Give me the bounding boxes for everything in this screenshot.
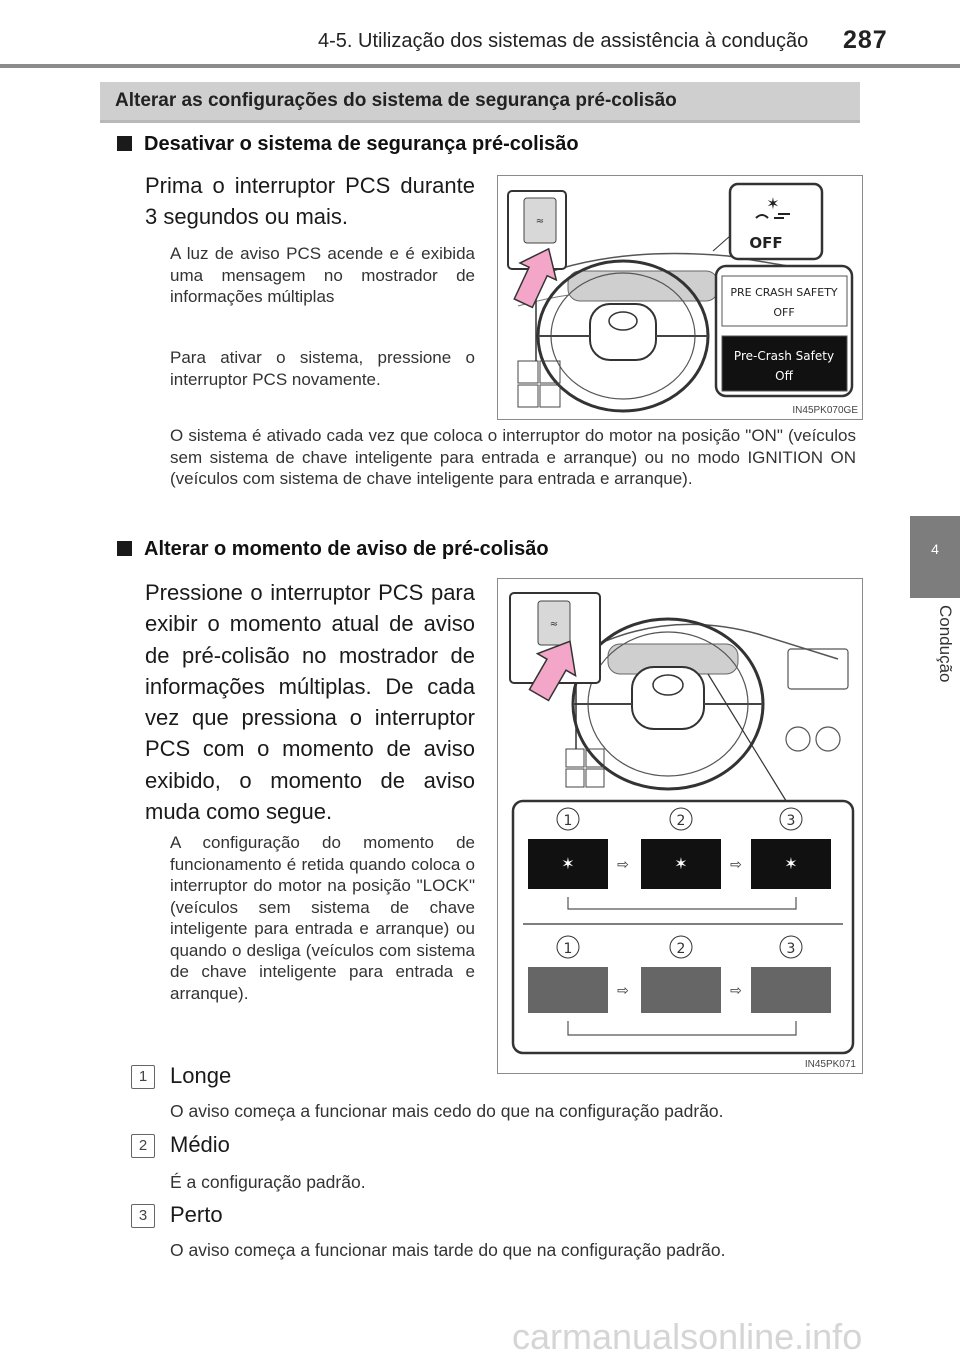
svg-text:3: 3 xyxy=(786,813,796,829)
option-desc-1: O aviso começa a funcionar mais cedo do que na configuração padrão. xyxy=(170,1101,724,1121)
option-desc-3: O aviso começa a funcionar mais tarde do que na configuração padrão. xyxy=(170,1240,726,1260)
subheading-disable: Desativar o sistema de segurança pré-colisão xyxy=(117,133,579,156)
svg-text:✶: ✶ xyxy=(784,854,798,873)
timing-note: A configuração do momento de funcionamento é retida quando coloca o interruptor do motor na posição "LOCK" (veículos sem sistema de chave inteligente para entrada e arranque) ou quando o desliga (veículos com sistema de chave inteligente para entrada e arranque). xyxy=(170,833,475,1003)
svg-text:1: 1 xyxy=(563,941,573,957)
svg-text:2: 2 xyxy=(676,813,686,829)
page-number: 287 xyxy=(843,26,888,54)
chapter-label: Condução xyxy=(936,605,955,683)
off-icon-label: OFF xyxy=(749,234,783,252)
timing-instruction: Pressione o interruptor PCS para exibir o momento atual de aviso de pré-colisão no mostrador de informações múltiplas. De cada vez que pressiona o interruptor PCS com o momento de aviso exibido, o momento de aviso muda como segue. xyxy=(145,580,475,825)
option-label-2: Médio xyxy=(170,1132,230,1157)
figure-code-2: IN45PK071 xyxy=(804,1059,856,1070)
svg-text:≈: ≈ xyxy=(549,619,559,630)
display-text-1b: OFF xyxy=(773,306,795,319)
subheading-timing: Alterar o momento de aviso de pré-colisão xyxy=(117,538,549,561)
svg-text:2: 2 xyxy=(676,941,686,957)
figure-code-1: IN45PK070GE xyxy=(792,405,858,416)
square-bullet-icon xyxy=(117,136,132,151)
option-number-2: 2 xyxy=(131,1134,155,1158)
square-bullet-icon xyxy=(117,541,132,556)
section-title: Alterar as configurações do sistema de segurança pré-colisão xyxy=(115,90,677,111)
disable-note-1: A luz de aviso PCS acende e é exibida uma mensagem no mostrador de informações múltiplas xyxy=(170,244,475,306)
header-rule xyxy=(0,64,960,68)
svg-text:3: 3 xyxy=(786,941,796,957)
option-number-1: 1 xyxy=(131,1065,155,1089)
dashboard-illustration-1 xyxy=(498,176,862,419)
figure-warning-timing xyxy=(497,578,863,1074)
chapter-tab xyxy=(910,516,960,598)
disable-note-2: Para ativar o sistema, pressione o interruptor PCS novamente. xyxy=(170,348,475,389)
svg-text:⇨: ⇨ xyxy=(730,857,742,873)
display-text-2b: Off xyxy=(775,369,793,383)
option-number-3: 3 xyxy=(131,1204,155,1228)
option-label-1: Longe xyxy=(170,1063,232,1088)
running-header-title: 4-5. Utilização dos sistemas de assistência à condução xyxy=(318,30,809,52)
svg-text:✶: ✶ xyxy=(561,854,575,873)
figure-pcs-off xyxy=(497,175,863,420)
display-text-2a: Pre-Crash Safety xyxy=(733,349,835,363)
disable-instruction: Prima o interruptor PCS durante 3 segundos ou mais. xyxy=(145,173,475,229)
svg-text:✶: ✶ xyxy=(674,854,688,873)
svg-text:⇨: ⇨ xyxy=(617,983,629,999)
display-text-1a: PRE CRASH SAFETY xyxy=(730,286,838,299)
svg-text:✶: ✶ xyxy=(766,194,780,213)
svg-text:⇨: ⇨ xyxy=(617,857,629,873)
option-desc-2: É a configuração padrão. xyxy=(170,1172,366,1192)
svg-text:1: 1 xyxy=(563,813,573,829)
dashboard-illustration-2 xyxy=(498,579,862,1073)
svg-text:≈: ≈ xyxy=(535,216,545,227)
svg-text:⇨: ⇨ xyxy=(730,983,742,999)
section-title-bar xyxy=(100,82,860,123)
chapter-number: 4 xyxy=(931,541,939,557)
option-label-3: Perto xyxy=(170,1202,223,1227)
watermark: carmanualsonline.info xyxy=(512,1316,863,1357)
disable-note-3: O sistema é ativado cada vez que coloca o interruptor do motor na posição "ON" (veículos sem sistema de chave inteligente para entrada e arranque) ou no modo IGNITION ON (veículos com sistema de chave inteligente para entrada e arranque). xyxy=(170,426,856,488)
